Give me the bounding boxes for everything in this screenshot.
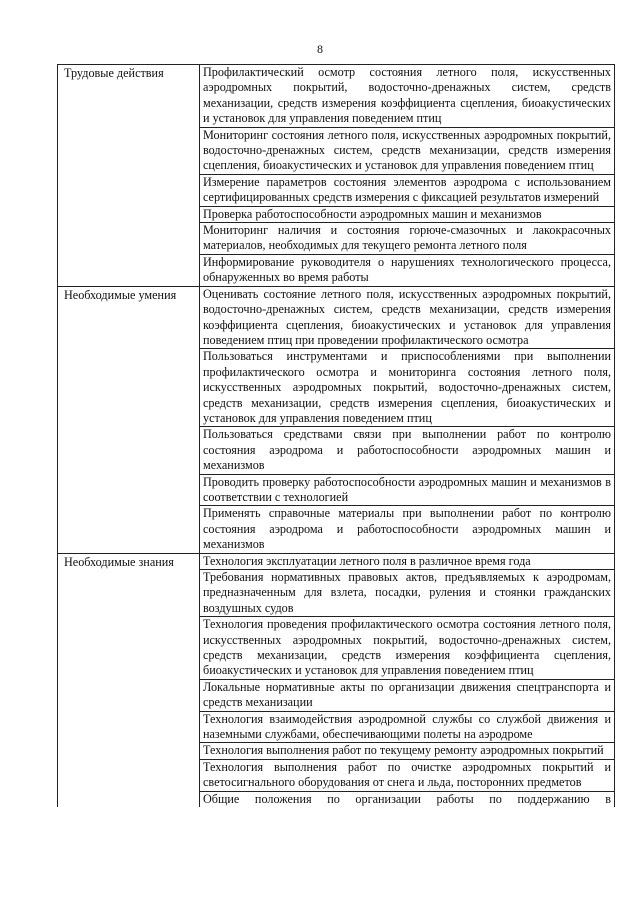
table-cell: Мониторинг наличия и состояния горюче-смазочных и лакокрасочных материалов, необходимых для текущего ремонта летного поля bbox=[200, 223, 615, 255]
section-label-labor-actions: Трудовые действия bbox=[58, 65, 200, 287]
table-row bbox=[58, 553, 615, 569]
table-cell: Технология эксплуатации летного поля в различное время года bbox=[200, 553, 615, 569]
table-cell: Измерение параметров состояния элементов аэродрома с использованием сертифицированных средств измерения с фиксацией результатов измерений bbox=[200, 174, 615, 206]
requirements-table bbox=[57, 64, 615, 807]
table-row bbox=[58, 286, 615, 349]
table-cell: Проводить проверку работоспособности аэродромных машин и механизмов в соответствии с технологией bbox=[200, 474, 615, 506]
section-label-required-skills: Необходимые умения bbox=[58, 286, 200, 553]
table-cell: Оценивать состояние летного поля, искусственных аэродромных покрытий, водосточно-дренажных систем, средств механизации, средств измерения коэффициента сцепления, биоакустических и установок для управления поведением птиц при проведении профилактического осмотра bbox=[200, 286, 615, 349]
section-label-required-knowledge: Необходимые знания bbox=[58, 553, 200, 807]
table-cell: Мониторинг состояния летного поля, искусственных аэродромных покрытий, водосточно-дренажных систем, средств механизации, средств измерения сцепления, биоакустических и установок для управления поведением птиц bbox=[200, 127, 615, 174]
table-row bbox=[58, 65, 615, 128]
table-cell: Технология выполнения работ по очистке аэродромных покрытий и светосигнального оборудования от снега и льда, посторонних предметов bbox=[200, 759, 615, 791]
table-cell: Локальные нормативные акты по организации движения спецтранспорта и средств механизации bbox=[200, 679, 615, 711]
table-cell: Информирование руководителя о нарушениях технологического процесса, обнаруженных во время работы bbox=[200, 254, 615, 286]
table-cell: Технология проведения профилактического осмотра состояния летного поля, искусственных аэродромных покрытий, водосточно-дренажных систем, средств механизации, средств измерения коэффициента сцепления, биоакустических и установок для управления поведением птиц bbox=[200, 617, 615, 680]
table-cell: Технология взаимодействия аэродромной службы со службой движения и наземными службами, обеспечивающими полеты на аэродроме bbox=[200, 711, 615, 743]
table-cell: Профилактический осмотр состояния летного поля, искусственных аэродромных покрытий, водосточно-дренажных систем, средств механизации, средств измерения коэффициента сцепления, биоакустических и установок для управления поведением птиц bbox=[200, 65, 615, 128]
page-number: 8 bbox=[317, 42, 323, 56]
table-cell: Пользоваться инструментами и приспособлениями при выполнении профилактического осмотра и мониторинга состояния летного поля, искусственных аэродромных покрытий, водосточно-дренажных систем, средств механизации, средств измерения сцепления, биоакустических и установок для управления поведением птиц bbox=[200, 349, 615, 427]
table-cell: Применять справочные материалы при выполнении работ по контролю состояния аэродрома и работоспособности аэродромных машин и механизмов bbox=[200, 506, 615, 553]
table-cell: Проверка работоспособности аэродромных машин и механизмов bbox=[200, 206, 615, 222]
table-cell: Технология выполнения работ по текущему ремонту аэродромных покрытий bbox=[200, 743, 615, 759]
table-cell: Пользоваться средствами связи при выполнении работ по контролю состояния аэродрома и работоспособности аэродромных машин и механизмов bbox=[200, 427, 615, 474]
table-cell: Требования нормативных правовых актов, предъявляемых к аэродромам, предназначенным для взлета, посадки, руления и стоянки гражданских воздушных судов bbox=[200, 570, 615, 617]
table-cell bbox=[200, 791, 615, 807]
continued-text: Общие положения по организации работы по поддержанию в bbox=[203, 791, 611, 806]
